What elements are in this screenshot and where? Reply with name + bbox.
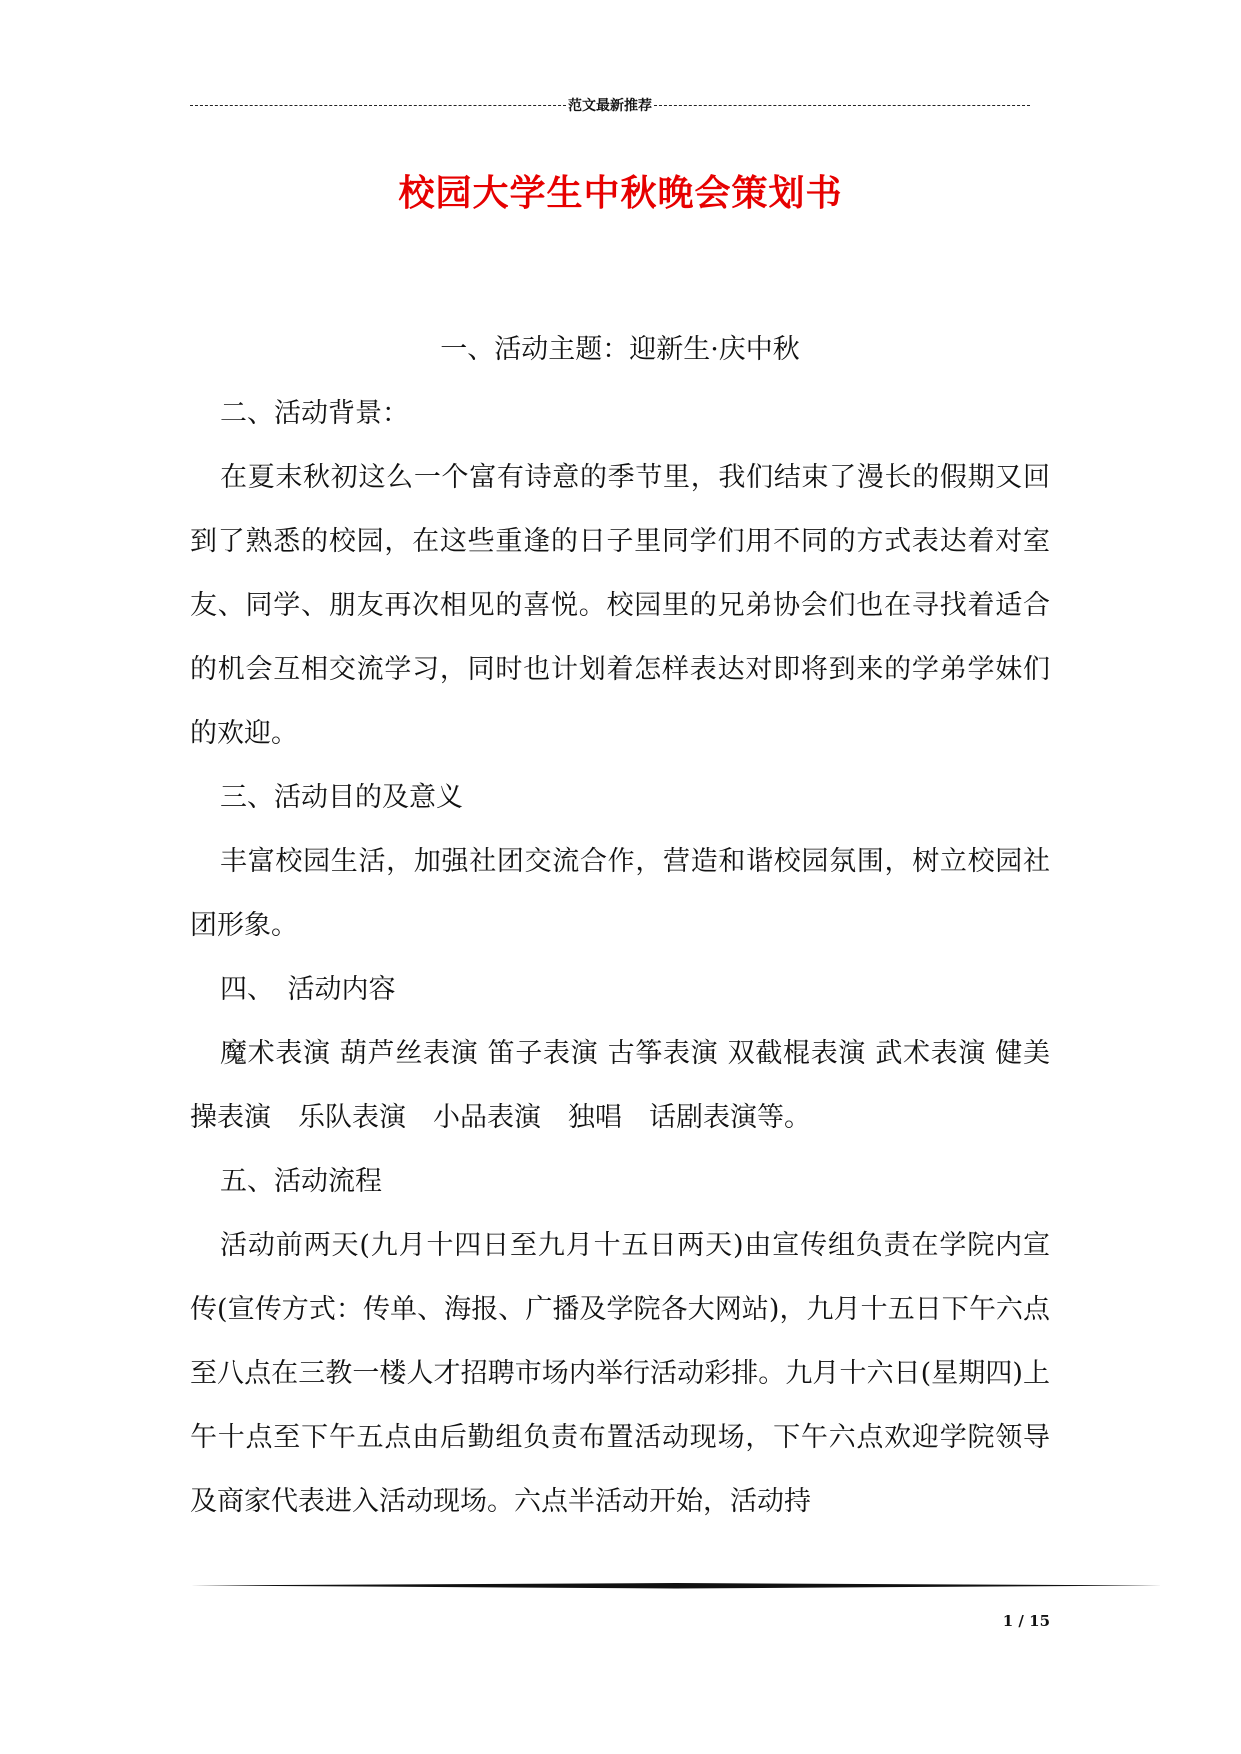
section-paragraph: 丰富校园生活，加强社团交流合作，营造和谐校园氛围，树立校园社团形象。 bbox=[190, 846, 1050, 941]
section-heading: 五、活动流程 bbox=[220, 1166, 382, 1197]
header-label: 范文最新推荐 bbox=[568, 98, 652, 114]
footer-rule bbox=[190, 1582, 1162, 1590]
document-title: 校园大学生中秋晚会策划书 bbox=[398, 172, 843, 214]
header-dash-right bbox=[654, 105, 1030, 106]
section-heading: 三、活动目的及意义 bbox=[220, 782, 463, 813]
section-paragraph: 在夏末秋初这么一个富有诗意的季节里，我们结束了漫长的假期又回到了熟悉的校园，在这些重逢的日子里同学们用不同的方式表达着对室友、同学、朋友再次相见的喜悦。校园里的兄弟协会们也在寻找着适合的机会互相交流学习，同时也计划着怎样表达对即将到来的学弟学妹们的欢迎。 bbox=[190, 462, 1050, 749]
running-header bbox=[190, 93, 1030, 117]
section-paragraph: 魔术表演 葫芦丝表演 笛子表演 古筝表演 双截棍表演 武术表演 健美操表演 乐队表演 小品表演 独唱 话剧表演等。 bbox=[190, 1038, 1050, 1133]
section-heading: 二、活动背景： bbox=[220, 398, 409, 429]
section-heading: 四、 活动内容 bbox=[220, 974, 396, 1005]
section-paragraph: 活动前两天(九月十四日至九月十五日两天)由宣传组负责在学院内宣传(宣传方式：传单、海报、广播及学院各大网站)，九月十五日下午六点至八点在三教一楼人才招聘市场内举行活动彩排。九月十六日(星期四)上午十点至下午五点由后勤组负责布置活动现场，下午六点欢迎学院领导及商家代表进入活动现场。六点半活动开始，活动持 bbox=[190, 1230, 1050, 1517]
document-body bbox=[190, 318, 1050, 1534]
page-number: 1 / 15 bbox=[1002, 1612, 1050, 1630]
activity-theme: 一、活动主题：迎新生·庆中秋 bbox=[440, 334, 800, 365]
header-dash-left bbox=[190, 105, 566, 106]
